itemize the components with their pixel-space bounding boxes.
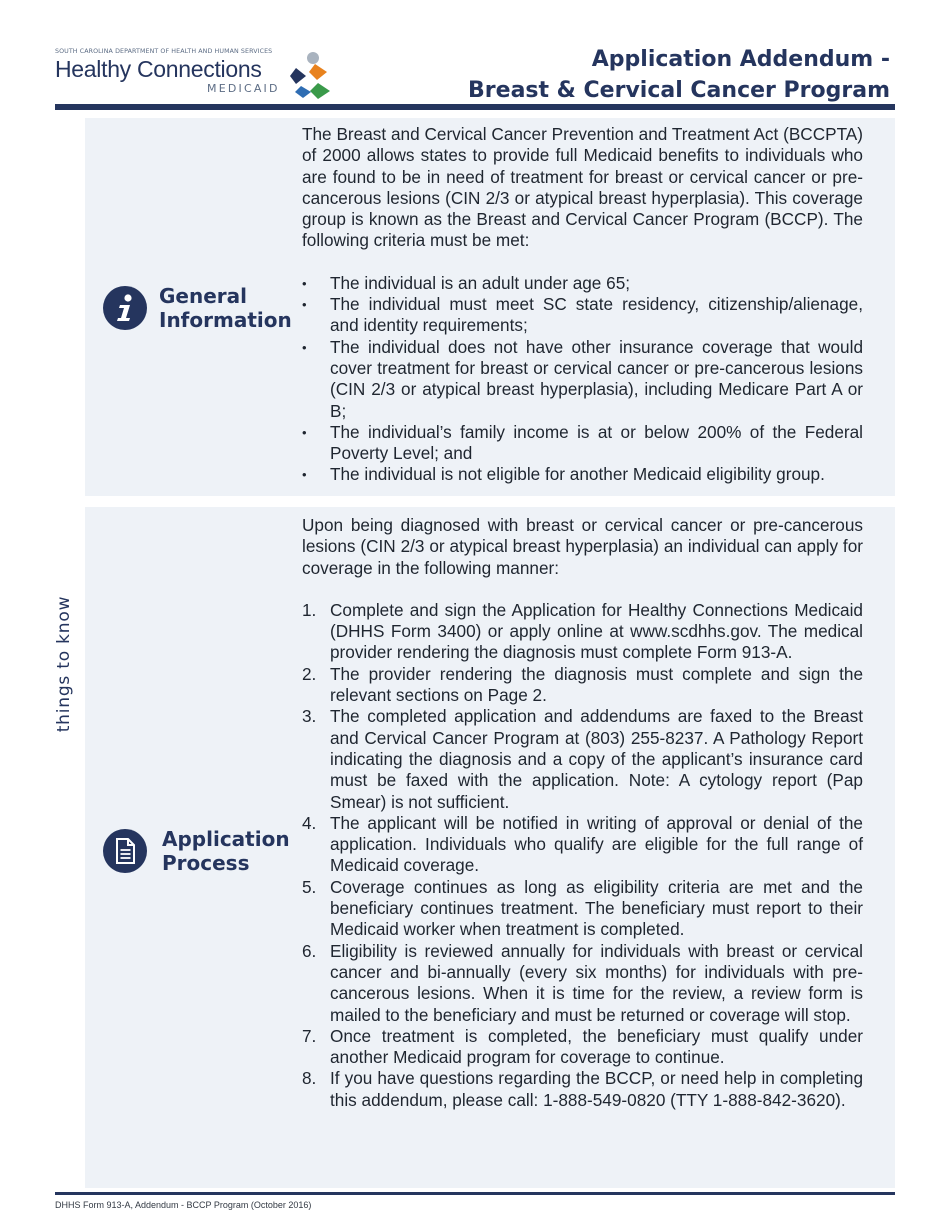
logo-brand: Healthy Connections bbox=[55, 56, 262, 82]
criteria-list bbox=[302, 273, 863, 486]
application-process-heading bbox=[103, 827, 290, 875]
application-process-body bbox=[302, 515, 863, 1111]
logo-department: SOUTH CAROLINA DEPARTMENT OF HEALTH AND HUMAN SERVICES bbox=[55, 48, 273, 55]
info-icon bbox=[103, 286, 147, 330]
header-rule bbox=[55, 104, 895, 110]
step-item: 3. The completed application and addendums are faxed to the Breast and Cervical Cancer Program at (803) 255-8237. A Pathology Report indicating the diagnosis and a copy of the applicant’s insurance card must be faxed with the application. Note: A cytology report (Pap Smear) is not sufficient. bbox=[302, 706, 863, 812]
general-information-body bbox=[302, 124, 863, 486]
criteria-item: • The individual does not have other insurance coverage that would cover treatment for breast or cervical cancer or pre-cancerous lesions (CIN 2/3 or atypical breast hyperplasia), including Medicare Part A or B; bbox=[302, 337, 863, 422]
logo-mark-icon bbox=[287, 50, 337, 100]
general-intro: The Breast and Cervical Cancer Prevention and Treatment Act (BCCPTA) of 2000 allows states to provide full Medicaid benefits to individuals who are found to be in need of treatment for breast or cervical cancer or pre-cancerous lesions (CIN 2/3 or atypical breast hyperplasia). This coverage group is known as the Breast and Cervical Cancer Program (BCCP). The following criteria must be met: bbox=[302, 124, 863, 251]
criteria-item: • The individual is not eligible for another Medicaid eligibility group. bbox=[302, 464, 863, 485]
step-item: 6. Eligibility is reviewed annually for individuals with breast or cervical cancer and bi-annually (every six months) for individuals with pre-cancerous lesions. When it is time for the review, a review form is mailed to the beneficiary and must be returned or coverage will stop. bbox=[302, 940, 863, 1025]
sidebar-things-to-know: things to know bbox=[54, 595, 74, 733]
step-item: 1. Complete and sign the Application for Healthy Connections Medicaid (DHHS Form 3400) or apply online at www.scdhhs.gov. The medical provider rendering the diagnosis must complete Form 913-A. bbox=[302, 599, 863, 663]
application-process-title: Application Process bbox=[162, 827, 290, 875]
form-footer: DHHS Form 913-A, Addendum - BCCP Program (October 2016) bbox=[55, 1200, 312, 1210]
document-icon bbox=[103, 829, 147, 873]
step-item: 7. Once treatment is completed, the beneficiary must qualify under another Medicaid program for coverage to continue. bbox=[302, 1025, 863, 1068]
criteria-item: • The individual is an adult under age 65; bbox=[302, 273, 863, 294]
title-line-1: Application Addendum - bbox=[591, 47, 890, 72]
title-line-2: Breast & Cervical Cancer Program bbox=[468, 78, 890, 103]
general-information-section bbox=[85, 118, 895, 496]
logo-medicaid: MEDICAID bbox=[207, 82, 280, 95]
general-information-title: General Information bbox=[159, 284, 292, 332]
criteria-item: • The individual’s family income is at or below 200% of the Federal Poverty Level; and bbox=[302, 422, 863, 465]
criteria-item: • The individual must meet SC state residency, citizenship/alienage, and identity requirements; bbox=[302, 294, 863, 337]
steps-list bbox=[302, 600, 863, 1111]
step-item: 8. If you have questions regarding the BCCP, or need help in completing this addendum, please call: 1-888-549-0820 (TTY 1-888-842-3620). bbox=[302, 1068, 863, 1110]
process-intro: Upon being diagnosed with breast or cervical cancer or pre-cancerous lesions (CIN 2/3 or atypical breast hyperplasia) an individual can apply for coverage in the following manner: bbox=[302, 515, 863, 578]
page-title bbox=[468, 44, 890, 106]
application-process-section bbox=[85, 507, 895, 1188]
step-item: 5. Coverage continues as long as eligibility criteria are met and the beneficiary continues treatment. The beneficiary must report to their Medicaid worker when treatment is completed. bbox=[302, 876, 863, 940]
footer-rule bbox=[55, 1192, 895, 1195]
general-information-heading bbox=[103, 284, 292, 332]
healthy-connections-logo bbox=[55, 48, 345, 100]
step-item: 4. The applicant will be notified in writing of approval or denial of the application. Individuals who qualify are eligible for the full range of Medicaid coverage. bbox=[302, 812, 863, 876]
step-item: 2. The provider rendering the diagnosis must complete and sign the relevant sections on Page 2. bbox=[302, 663, 863, 706]
